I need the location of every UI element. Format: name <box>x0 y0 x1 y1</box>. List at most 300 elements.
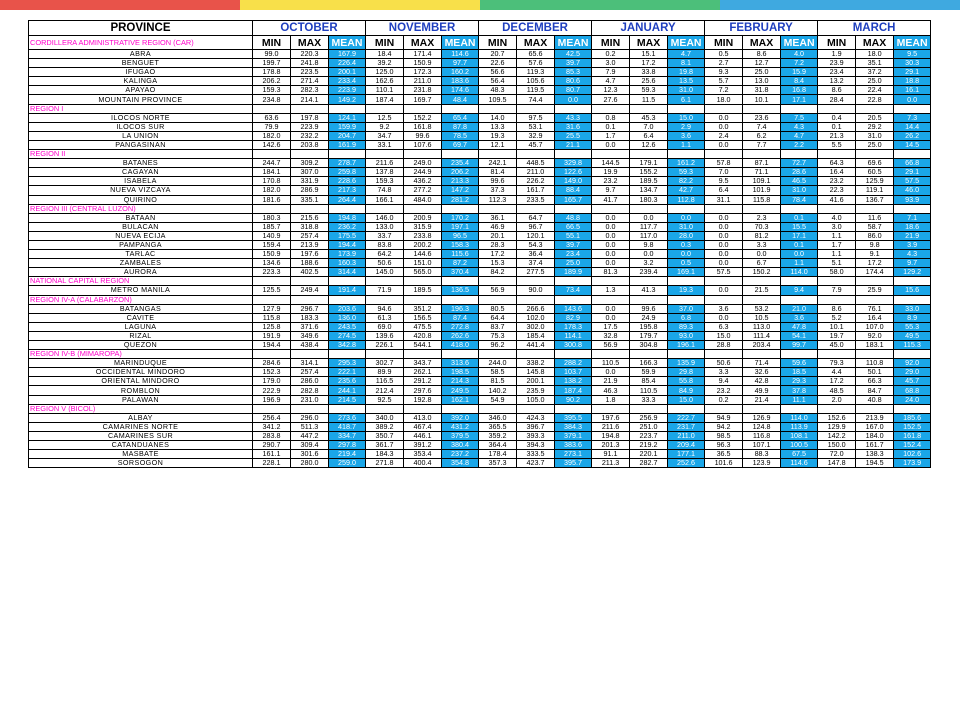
value-cell: 48.3 <box>479 86 517 95</box>
mean-cell: 159.9 <box>329 122 366 131</box>
value-cell: 7.4 <box>743 122 781 131</box>
empty-cell <box>329 295 366 304</box>
value-cell: 0.0 <box>592 259 630 268</box>
empty-cell <box>630 350 668 359</box>
empty-cell <box>555 150 592 159</box>
mean-cell: 233.4 <box>329 77 366 86</box>
value-cell: 96.3 <box>705 441 743 450</box>
value-cell: 31.1 <box>705 195 743 204</box>
value-cell: 19.3 <box>479 131 517 140</box>
mean-cell: 37.8 <box>781 386 818 395</box>
mean-cell: 217.3 <box>329 186 366 195</box>
value-cell: 393.3 <box>517 431 555 440</box>
value-cell: 50.6 <box>366 259 404 268</box>
mean-cell: 249.5 <box>442 386 479 395</box>
mean-cell: 160.2 <box>442 68 479 77</box>
mean-cell: 49.5 <box>894 331 931 340</box>
mean-cell: 9.5 <box>894 50 931 59</box>
value-cell: 189.5 <box>404 286 442 295</box>
mean-cell: 89.3 <box>668 322 705 331</box>
value-cell: 0.0 <box>592 140 630 149</box>
mean-cell: 114.0 <box>781 413 818 422</box>
empty-cell <box>818 204 856 213</box>
value-cell: 4.7 <box>592 77 630 86</box>
empty-cell <box>781 404 818 413</box>
value-cell: 48.5 <box>818 386 856 395</box>
value-cell: 296.7 <box>291 304 329 313</box>
table-row <box>29 286 931 295</box>
value-cell: 7.9 <box>818 286 856 295</box>
province-name: AURORA <box>29 268 253 277</box>
table-row <box>29 195 931 204</box>
value-cell: 10.1 <box>818 322 856 331</box>
empty-cell <box>894 104 931 113</box>
column-header: MEAN <box>555 36 592 50</box>
mean-cell: 136.0 <box>329 313 366 322</box>
mean-cell: 69.7 <box>442 140 479 149</box>
province-name: SORSOGON <box>29 459 253 468</box>
value-cell: 56.9 <box>592 341 630 350</box>
mean-cell: 31.6 <box>555 122 592 131</box>
value-cell: 9.1 <box>856 250 894 259</box>
column-header: MIN <box>253 36 291 50</box>
mean-cell: 42.7 <box>668 186 705 195</box>
value-cell: 18.0 <box>856 50 894 59</box>
value-cell: 71.1 <box>743 168 781 177</box>
empty-cell <box>479 295 517 304</box>
value-cell: 115.8 <box>743 195 781 204</box>
value-cell: 142.2 <box>818 431 856 440</box>
empty-cell <box>818 295 856 304</box>
value-cell: 58.0 <box>818 268 856 277</box>
value-cell: 159.3 <box>366 177 404 186</box>
value-cell: 140.2 <box>479 386 517 395</box>
value-cell: 64.2 <box>366 250 404 259</box>
value-cell: 396.7 <box>517 422 555 431</box>
value-cell: 170.8 <box>253 177 291 186</box>
value-cell: 169.7 <box>404 95 442 104</box>
value-cell: 113.0 <box>743 322 781 331</box>
region-name: REGION IV-B (MIMAROPA) <box>29 350 253 359</box>
mean-cell: 9.4 <box>781 286 818 295</box>
empty-cell <box>366 277 404 286</box>
value-cell: 28.4 <box>818 95 856 104</box>
mean-cell: 112.8 <box>668 195 705 204</box>
value-cell: 76.1 <box>856 304 894 313</box>
province-name: APAYAO <box>29 86 253 95</box>
value-cell: 413.0 <box>404 413 442 422</box>
value-cell: 65.6 <box>517 50 555 59</box>
value-cell: 0.2 <box>592 50 630 59</box>
empty-cell <box>705 295 743 304</box>
empty-cell <box>592 204 630 213</box>
value-cell: 87.1 <box>743 159 781 168</box>
value-cell: 16.4 <box>818 168 856 177</box>
mean-cell: 19.8 <box>668 68 705 77</box>
value-cell: 125.5 <box>253 286 291 295</box>
mean-cell: 370.4 <box>442 268 479 277</box>
mean-cell: 1.1 <box>781 259 818 268</box>
value-cell: 178.4 <box>479 450 517 459</box>
value-cell: 185.4 <box>517 331 555 340</box>
region-name: REGION III (CENTRAL LUZON) <box>29 204 253 213</box>
region-name: REGION I <box>29 104 253 113</box>
mean-cell: 214.5 <box>329 395 366 404</box>
table-row <box>29 259 931 268</box>
empty-cell <box>743 204 781 213</box>
value-cell: 357.3 <box>479 459 517 468</box>
mean-cell: 15.0 <box>668 395 705 404</box>
value-cell: 112.3 <box>479 195 517 204</box>
table-row <box>29 213 931 222</box>
value-cell: 36.5 <box>705 450 743 459</box>
mean-cell: 174.6 <box>442 86 479 95</box>
value-cell: 27.6 <box>592 95 630 104</box>
empty-cell <box>517 404 555 413</box>
empty-cell <box>366 350 404 359</box>
value-cell: 75.3 <box>479 331 517 340</box>
mean-cell: 219.4 <box>329 450 366 459</box>
mean-cell: 46.0 <box>894 186 931 195</box>
province-name: IFUGAO <box>29 68 253 77</box>
column-header: MEAN <box>894 36 931 50</box>
mean-cell: 189.9 <box>555 268 592 277</box>
mean-cell: 138.2 <box>555 377 592 386</box>
value-cell: 57.6 <box>517 59 555 68</box>
value-cell: 17.5 <box>592 322 630 331</box>
value-cell: 182.0 <box>253 186 291 195</box>
empty-cell <box>705 404 743 413</box>
value-cell: 94.9 <box>705 413 743 422</box>
value-cell: 127.9 <box>253 304 291 313</box>
mean-cell: 173.9 <box>329 250 366 259</box>
mean-cell: 102.6 <box>894 450 931 459</box>
value-cell: 99.0 <box>253 50 291 59</box>
value-cell: 346.0 <box>479 413 517 422</box>
mean-cell: 0.0 <box>668 213 705 222</box>
empty-cell <box>630 295 668 304</box>
mean-cell: 14.5 <box>894 140 931 149</box>
province-name: ILOCOS SUR <box>29 122 253 131</box>
value-cell: 101.9 <box>743 186 781 195</box>
value-cell: 20.1 <box>479 231 517 240</box>
mean-cell: 43.3 <box>555 113 592 122</box>
mean-cell: 11.1 <box>781 395 818 404</box>
value-cell: 36.1 <box>479 213 517 222</box>
value-cell: 105.6 <box>517 77 555 86</box>
value-cell: 0.8 <box>592 113 630 122</box>
value-cell: 12.1 <box>479 140 517 149</box>
mean-cell: 66.8 <box>894 159 931 168</box>
value-cell: 110.1 <box>366 86 404 95</box>
value-cell: 96.7 <box>517 222 555 231</box>
empty-cell <box>668 277 705 286</box>
mean-cell: 57.5 <box>894 177 931 186</box>
empty-cell <box>253 404 291 413</box>
mean-cell: 13.5 <box>668 77 705 86</box>
empty-cell <box>668 150 705 159</box>
column-header: MAX <box>630 36 668 50</box>
value-cell: 120.1 <box>517 231 555 240</box>
value-cell: 102.0 <box>517 313 555 322</box>
value-cell: 318.8 <box>291 222 329 231</box>
value-cell: 2.0 <box>818 395 856 404</box>
value-cell: 107.1 <box>743 441 781 450</box>
value-cell: 46.3 <box>592 386 630 395</box>
mean-cell: 222.7 <box>668 413 705 422</box>
value-cell: 21.3 <box>818 131 856 140</box>
value-cell: 110.8 <box>856 359 894 368</box>
mean-cell: 295.3 <box>329 359 366 368</box>
value-cell: 194.4 <box>253 341 291 350</box>
value-cell: 282.3 <box>291 86 329 95</box>
value-cell: 70.3 <box>743 222 781 231</box>
value-cell: 3.6 <box>705 304 743 313</box>
value-cell: 111.4 <box>743 331 781 340</box>
value-cell: 223.9 <box>291 122 329 131</box>
value-cell: 222.9 <box>253 386 291 395</box>
value-cell: 9.8 <box>856 240 894 249</box>
value-cell: 2.4 <box>705 131 743 140</box>
province-header: PROVINCE <box>29 21 253 36</box>
value-cell: 211.0 <box>517 168 555 177</box>
value-cell: 172.3 <box>404 68 442 77</box>
column-header: MAX <box>291 36 329 50</box>
mean-cell: 1.1 <box>668 140 705 149</box>
column-header: MAX <box>517 36 555 50</box>
mean-cell: 115.6 <box>442 250 479 259</box>
value-cell: 197.8 <box>291 113 329 122</box>
region-header-row <box>29 204 931 213</box>
value-cell: 54.3 <box>517 240 555 249</box>
mean-cell: 8.4 <box>781 77 818 86</box>
mean-cell: 73.4 <box>555 286 592 295</box>
value-cell: 180.3 <box>253 213 291 222</box>
column-header: MEAN <box>781 36 818 50</box>
value-cell: 215.6 <box>291 213 329 222</box>
empty-cell <box>517 277 555 286</box>
mean-cell: 0.1 <box>781 240 818 249</box>
value-cell: 315.9 <box>404 222 442 231</box>
province-name: RIZAL <box>29 331 253 340</box>
mean-cell: 259.0 <box>329 459 366 468</box>
mean-cell: 122.6 <box>555 168 592 177</box>
value-cell: 200.1 <box>517 377 555 386</box>
value-cell: 9.2 <box>366 122 404 131</box>
province-name: ABRA <box>29 50 253 59</box>
mean-cell: 175.5 <box>329 231 366 240</box>
value-cell: 436.2 <box>404 177 442 186</box>
value-cell: 24.9 <box>630 313 668 322</box>
value-cell: 46.9 <box>479 222 517 231</box>
empty-cell <box>329 277 366 286</box>
value-cell: 353.4 <box>404 450 442 459</box>
empty-cell <box>630 150 668 159</box>
value-cell: 80.5 <box>479 304 517 313</box>
mean-cell: 194.4 <box>329 240 366 249</box>
value-cell: 244.0 <box>479 359 517 368</box>
value-cell: 45.0 <box>818 341 856 350</box>
value-cell: 212.4 <box>366 386 404 395</box>
empty-cell <box>555 404 592 413</box>
mean-cell: 78.5 <box>442 131 479 140</box>
mean-cell: 15.9 <box>781 68 818 77</box>
value-cell: 0.1 <box>818 122 856 131</box>
table-row <box>29 441 931 450</box>
value-cell: 1.1 <box>818 231 856 240</box>
table-row <box>29 68 931 77</box>
value-cell: 92.5 <box>366 395 404 404</box>
table-row <box>29 377 931 386</box>
mean-cell: 203.6 <box>329 304 366 313</box>
value-cell: 199.7 <box>253 59 291 68</box>
mean-cell: 59.3 <box>668 168 705 177</box>
value-cell: 282.8 <box>291 386 329 395</box>
value-cell: 284.6 <box>253 359 291 368</box>
value-cell: 1.8 <box>592 395 630 404</box>
value-cell: 194.8 <box>592 431 630 440</box>
value-cell: 54.9 <box>479 395 517 404</box>
value-cell: 25.0 <box>856 140 894 149</box>
mean-cell: 28.6 <box>781 168 818 177</box>
province-name: BATANGAS <box>29 304 253 313</box>
mean-cell: 115.3 <box>894 341 931 350</box>
empty-cell <box>366 204 404 213</box>
value-cell: 467.4 <box>404 422 442 431</box>
value-cell: 152.3 <box>253 368 291 377</box>
mean-cell: 264.4 <box>329 195 366 204</box>
mean-cell: 82.9 <box>555 313 592 322</box>
value-cell: 5.2 <box>818 313 856 322</box>
value-cell: 12.5 <box>366 113 404 122</box>
value-cell: 11.6 <box>856 213 894 222</box>
empty-cell <box>366 295 404 304</box>
empty-cell <box>743 277 781 286</box>
value-cell: 33.7 <box>366 231 404 240</box>
value-cell: 79.3 <box>818 359 856 368</box>
value-cell: 211.0 <box>404 77 442 86</box>
mean-cell: 342.8 <box>329 341 366 350</box>
mean-cell: 0.0 <box>555 95 592 104</box>
table-row <box>29 231 931 240</box>
value-cell: 4.0 <box>818 213 856 222</box>
empty-cell <box>404 350 442 359</box>
value-cell: 314.1 <box>291 359 329 368</box>
value-cell: 85.4 <box>630 377 668 386</box>
value-cell: 192.8 <box>404 395 442 404</box>
value-cell: 28.8 <box>705 341 743 350</box>
value-cell: 280.0 <box>291 459 329 468</box>
value-cell: 22.6 <box>479 59 517 68</box>
value-cell: 23.2 <box>705 386 743 395</box>
value-cell: 117.7 <box>630 222 668 231</box>
table-row <box>29 50 931 59</box>
table-row <box>29 159 931 168</box>
mean-cell: 33.0 <box>894 304 931 313</box>
value-cell: 0.2 <box>705 395 743 404</box>
table-row <box>29 268 931 277</box>
value-cell: 424.3 <box>517 413 555 422</box>
table-row <box>29 59 931 68</box>
value-cell: 19.9 <box>592 168 630 177</box>
value-cell: 41.7 <box>592 195 630 204</box>
value-cell: 179.7 <box>630 331 668 340</box>
value-cell: 244.7 <box>253 159 291 168</box>
table-row <box>29 86 931 95</box>
value-cell: 235.9 <box>517 386 555 395</box>
value-cell: 565.0 <box>404 268 442 277</box>
mean-cell: 278.7 <box>329 159 366 168</box>
mean-cell: 272.8 <box>442 322 479 331</box>
empty-cell <box>592 350 630 359</box>
empty-cell <box>894 404 931 413</box>
column-header: MIN <box>818 36 856 50</box>
mean-cell: 68.8 <box>894 386 931 395</box>
value-cell: 187.4 <box>366 95 404 104</box>
mean-cell: 114.1 <box>555 331 592 340</box>
value-cell: 60.5 <box>856 168 894 177</box>
region-header-row <box>29 104 931 113</box>
empty-cell <box>592 295 630 304</box>
value-cell: 31.0 <box>856 131 894 140</box>
value-cell: 15.1 <box>630 50 668 59</box>
empty-cell <box>404 104 442 113</box>
value-cell: 94.2 <box>705 422 743 431</box>
table-row <box>29 313 931 322</box>
mean-cell: 136.5 <box>442 286 479 295</box>
value-cell: 257.4 <box>291 368 329 377</box>
value-cell: 53.1 <box>517 122 555 131</box>
mean-cell: 178.3 <box>555 322 592 331</box>
mean-cell: 297.8 <box>329 441 366 450</box>
value-cell: 126.9 <box>743 413 781 422</box>
value-cell: 81.3 <box>592 268 630 277</box>
value-cell: 1.1 <box>818 250 856 259</box>
value-cell: 282.7 <box>630 459 668 468</box>
value-cell: 233.5 <box>517 195 555 204</box>
value-cell: 1.9 <box>818 50 856 59</box>
empty-cell <box>781 350 818 359</box>
value-cell: 161.7 <box>856 441 894 450</box>
value-cell: 91.1 <box>592 450 630 459</box>
empty-cell <box>517 150 555 159</box>
empty-cell <box>366 104 404 113</box>
value-cell: 42.8 <box>743 377 781 386</box>
mean-cell: 252.6 <box>668 459 705 468</box>
empty-cell <box>253 204 291 213</box>
value-cell: 59.3 <box>630 86 668 95</box>
empty-cell <box>479 204 517 213</box>
value-cell: 391.2 <box>404 441 442 450</box>
value-cell: 18.0 <box>705 95 743 104</box>
empty-cell <box>329 150 366 159</box>
mean-cell: 80.6 <box>555 77 592 86</box>
value-cell: 189.5 <box>630 177 668 186</box>
value-cell: 201.3 <box>592 441 630 450</box>
mean-cell: 214.3 <box>442 377 479 386</box>
value-cell: 13.2 <box>818 77 856 86</box>
value-cell: 9.4 <box>705 377 743 386</box>
mean-cell: 354.8 <box>442 459 479 468</box>
mean-cell: 66.5 <box>555 222 592 231</box>
empty-cell <box>404 204 442 213</box>
empty-cell <box>705 104 743 113</box>
value-cell: 181.6 <box>253 195 291 204</box>
topbar-segment-blue <box>720 0 960 10</box>
value-cell: 184.3 <box>366 450 404 459</box>
empty-cell <box>404 404 442 413</box>
mean-cell: 329.8 <box>555 159 592 168</box>
